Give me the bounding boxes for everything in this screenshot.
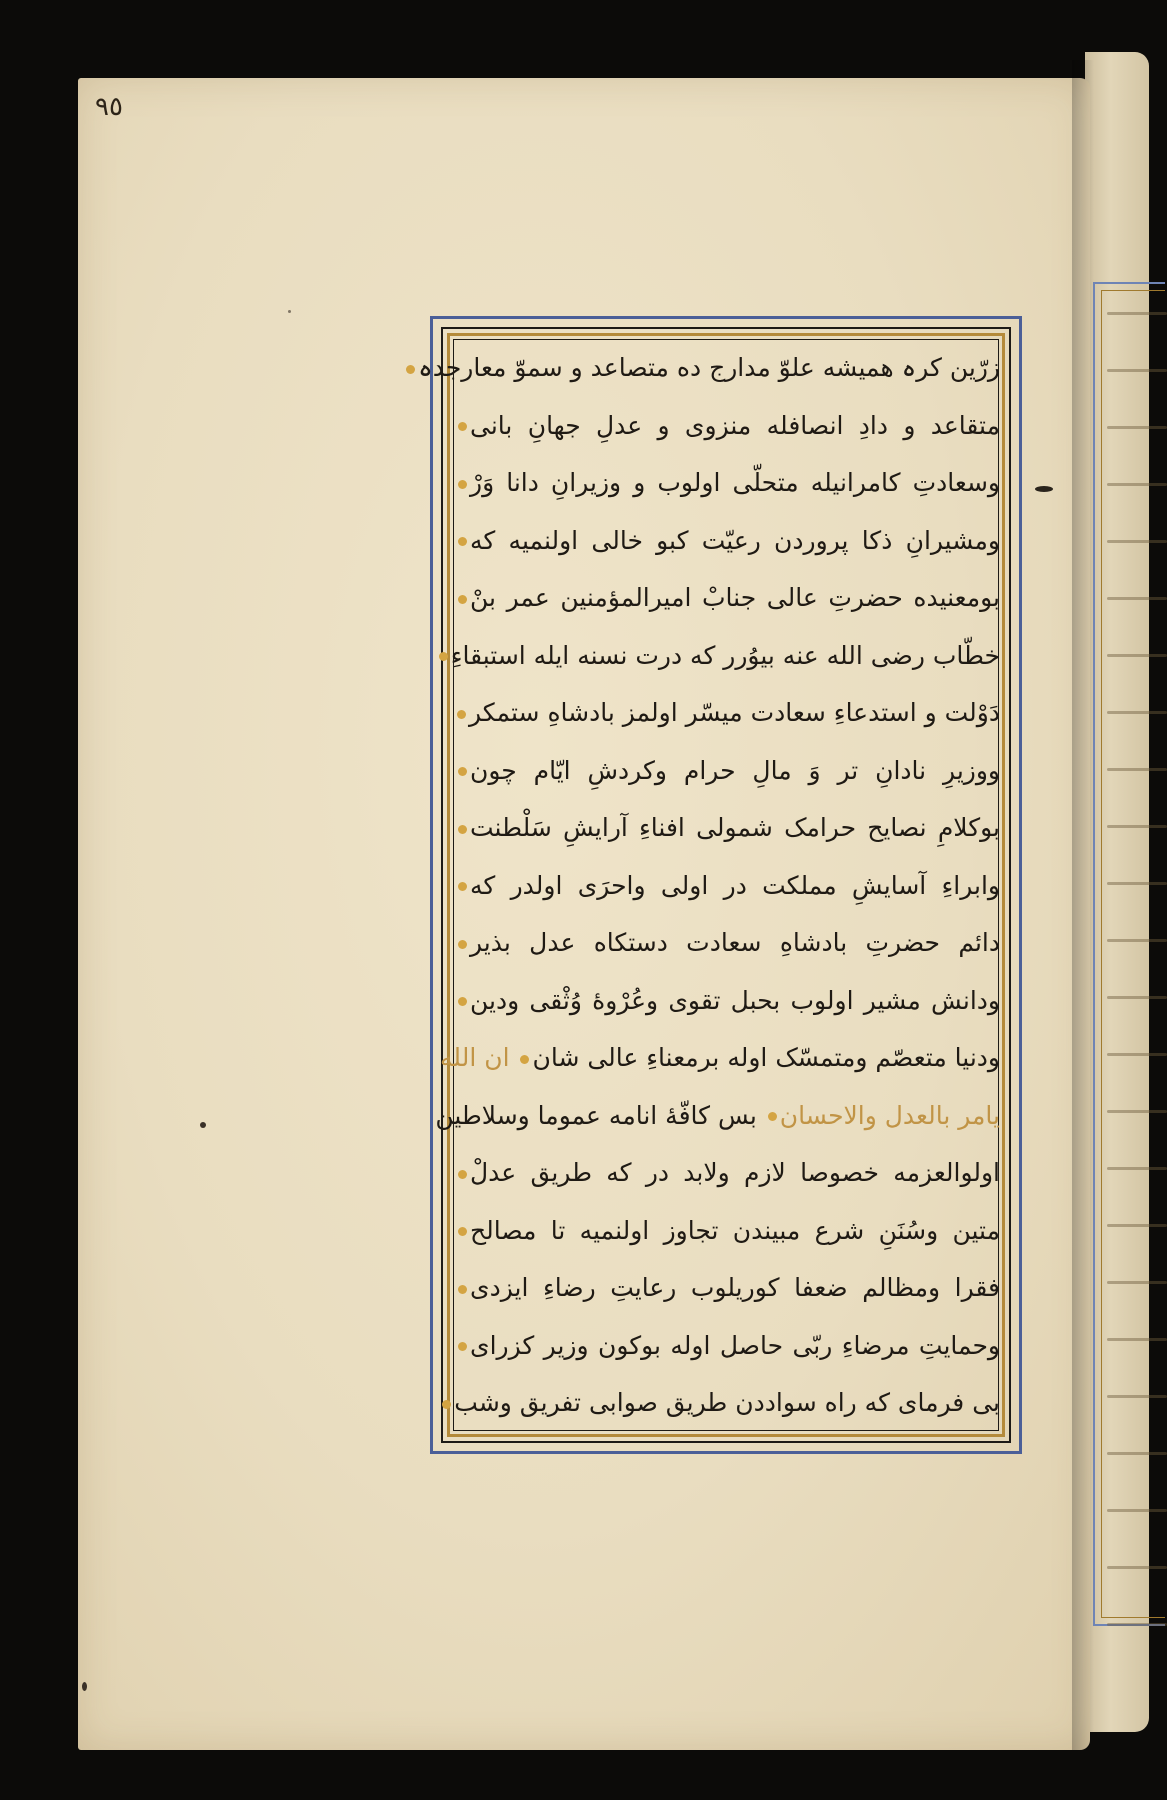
gold-verse-dot — [520, 1055, 529, 1064]
line-text: بومعنیده حضرتِ عالی جنابْ امیرالمؤمنین عمر بنْ — [470, 583, 1000, 612]
ink-speck — [200, 1122, 206, 1128]
ink-speck — [288, 310, 291, 313]
line-text: بس کافّهٔ انامه عموما وسلاطین — [435, 1100, 757, 1130]
text-line — [455, 685, 1000, 741]
line-text: دَوْلت و استدعاءِ سعادت میسّر اولمز بادشاهِ ستمکر — [468, 698, 1000, 727]
gold-verse-dot — [406, 365, 415, 374]
page-gutter — [1072, 60, 1094, 1750]
adjacent-page-text — [1107, 312, 1167, 1680]
text-line — [455, 513, 1000, 569]
gold-verse-dot — [768, 1112, 777, 1121]
text-line — [440, 1030, 1000, 1086]
line-text: بوکلامِ نصایح حرامک شمولی افناءِ آرایشِ سَلْطنت — [470, 813, 1000, 842]
text-line — [455, 915, 1000, 971]
line-text: ودانش مشیر اولوب بحبل تقوی وعُرْوهٔ وُثْقی ودین — [470, 985, 1000, 1015]
adjacent-page — [1085, 52, 1149, 1732]
gold-verse-dot — [458, 1285, 467, 1294]
gold-verse-dot — [458, 825, 467, 834]
line-text: ودنیا متعصّم ومتمسّک اوله برمعناءِ عالی شان — [532, 1043, 1000, 1072]
line-text: متین وسُنَنِ شرع مبیندن تجاوز اولنمیه تا مصالح — [470, 1215, 1000, 1245]
text-line — [455, 973, 1000, 1029]
gold-verse-dot — [457, 710, 466, 719]
text-line — [455, 398, 1000, 454]
text-line — [455, 455, 1000, 511]
line-text: خطّاب رضی الله عنه بیوُرر که درت نسنه ایله استبقاءِ — [450, 640, 1000, 670]
line-text: اولوالعزمه خصوصا لازم ولابد در که طریق عدلْ — [470, 1158, 1000, 1187]
gold-verse-dot — [458, 422, 467, 431]
line-text: دائم حضرتِ بادشاهِ سعادت دستکاه عدل بذیر — [470, 928, 1000, 957]
line-text: وسعادتِ کامرانیله متحلّی اولوب و وزیرانِ دانا وَرْ — [470, 468, 1000, 497]
gold-verse-dot — [458, 882, 467, 891]
gold-verse-dot — [458, 1342, 467, 1351]
folio-number: ٩٥ — [95, 92, 123, 122]
line-text: متقاعد و دادِ انصافله منزوی و عدلِ جهانِ بانی — [470, 410, 1000, 440]
line-text: زرّین کرہ همیشه علوّ مدارج ده متصاعد و سموّ معارجدہ — [418, 353, 1000, 382]
text-line — [455, 1260, 1000, 1316]
gold-verse-dot — [439, 652, 448, 661]
line-text: فقرا ومظالم ضعفا کوریلوب رعایتِ رضاءِ ایزدی — [470, 1273, 1000, 1302]
gold-verse-dot — [442, 1400, 451, 1409]
text-line — [418, 340, 1000, 396]
text-line — [435, 1088, 1000, 1144]
rubric-text: یامر بالعدل والاحسان — [779, 1100, 1000, 1130]
line-text: ووزیرِ نادانِ تر وَ مالِ حرام وکردشِ ایّام چون — [470, 755, 1000, 785]
text-block — [418, 340, 1000, 1432]
gold-verse-dot — [458, 1227, 467, 1236]
margin-mark — [1035, 486, 1053, 492]
text-line — [455, 1145, 1000, 1201]
gold-verse-dot — [458, 997, 467, 1006]
text-line — [450, 628, 1000, 684]
text-line — [455, 1203, 1000, 1259]
text-line — [455, 743, 1000, 799]
gold-verse-dot — [458, 1170, 467, 1179]
text-line — [455, 858, 1000, 914]
rubric-text: ان الله — [440, 1043, 510, 1072]
text-line — [455, 800, 1000, 856]
gold-verse-dot — [458, 595, 467, 604]
line-text: وحمایتِ مرضاءِ ربّی حاصل اوله بوکون وزیر کزرای — [470, 1330, 1000, 1360]
text-line — [455, 1375, 1000, 1431]
gold-verse-dot — [458, 940, 467, 949]
ink-speck — [82, 1682, 87, 1691]
gold-verse-dot — [458, 537, 467, 546]
text-line — [455, 1318, 1000, 1374]
gold-verse-dot — [458, 767, 467, 776]
line-text: وابراءِ آسایشِ مملکت در اولی واحرَی اولدر که — [470, 870, 1000, 900]
line-text: بی فرمای که راه سواددن طریق صوابی تفریق وشب — [454, 1388, 1000, 1417]
text-line — [455, 570, 1000, 626]
gold-verse-dot — [458, 480, 467, 489]
line-text: ومشیرانِ ذکا پروردن رعیّت کبو خالی اولنمیه که — [470, 525, 1000, 555]
